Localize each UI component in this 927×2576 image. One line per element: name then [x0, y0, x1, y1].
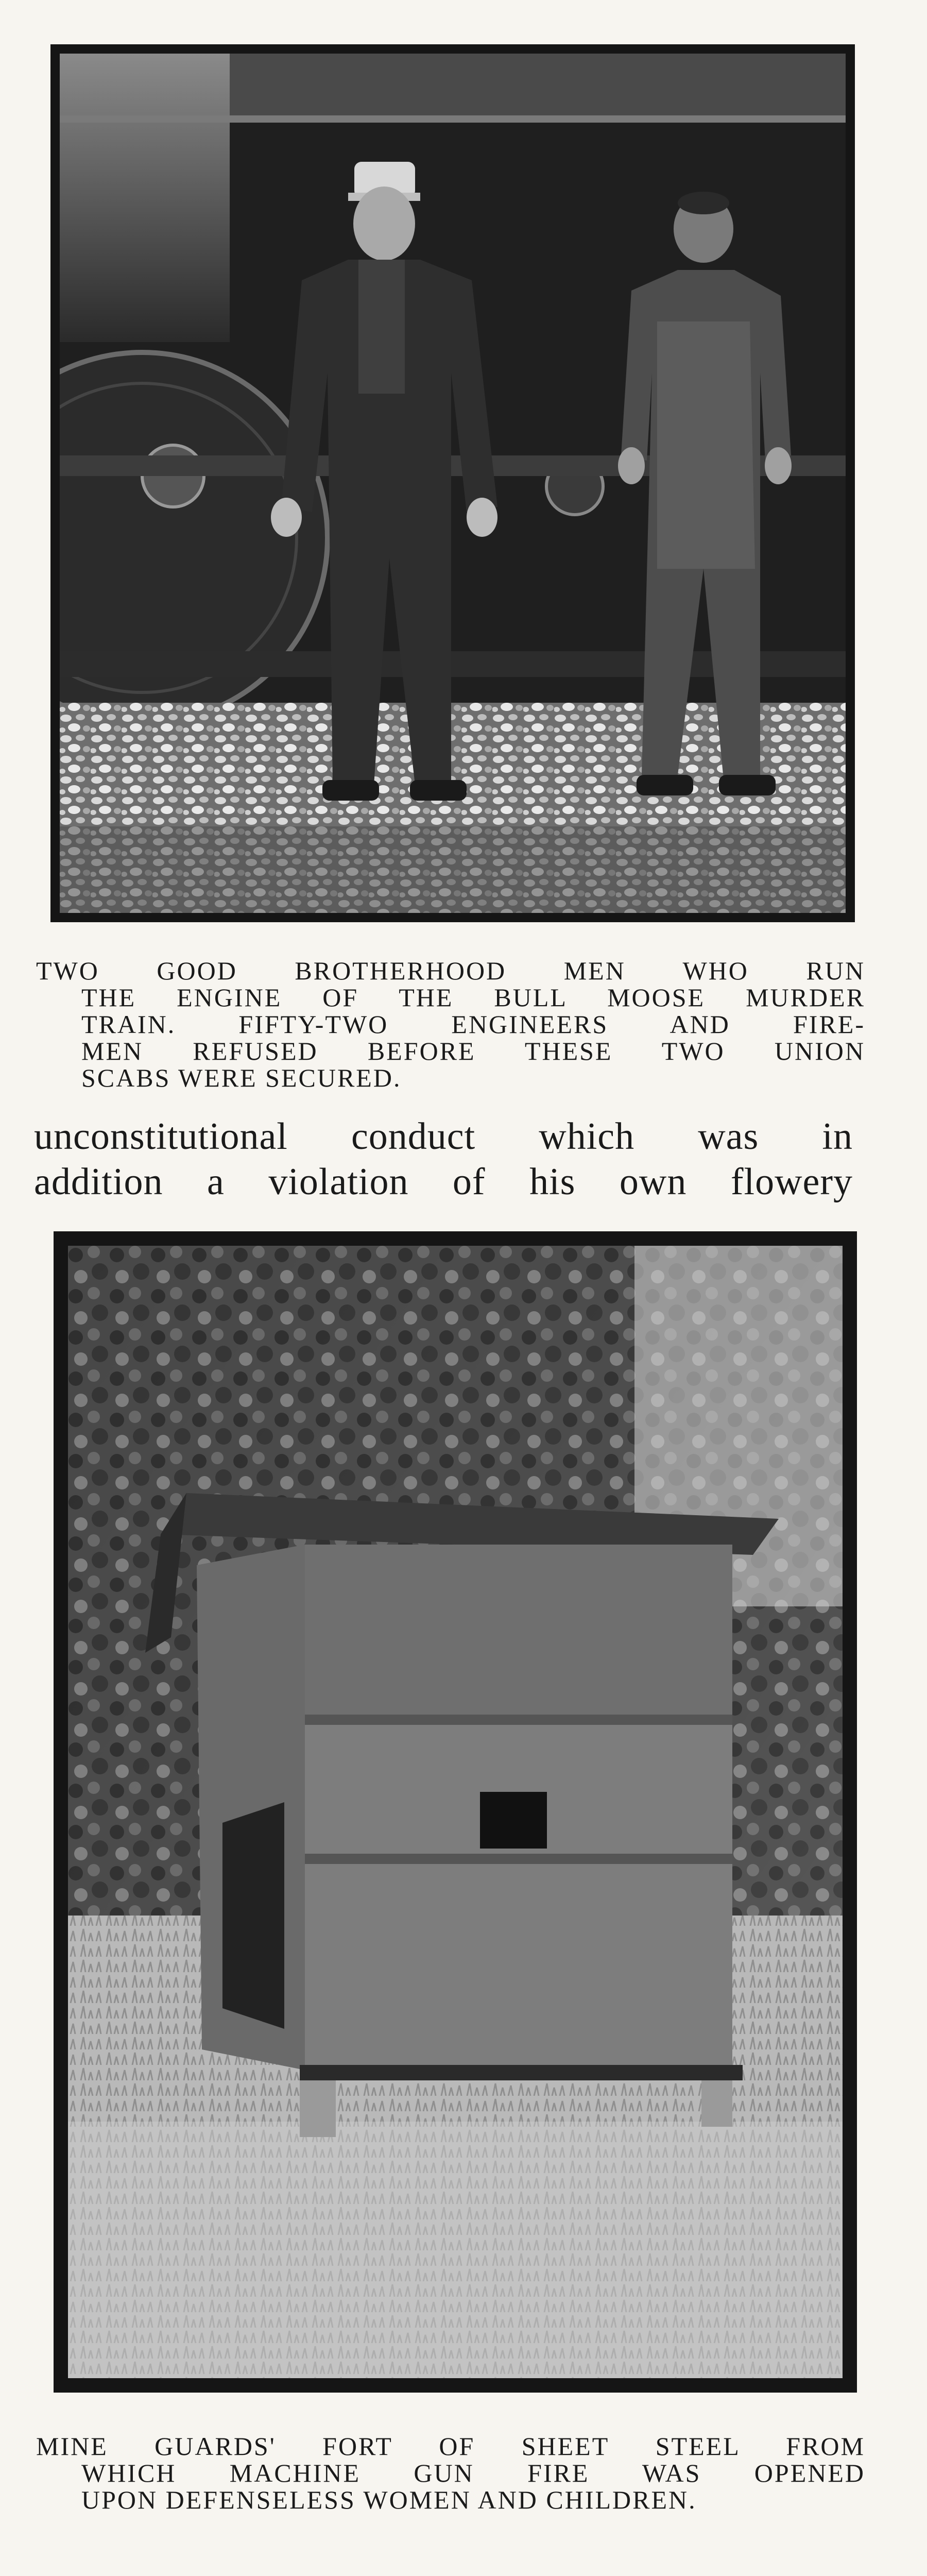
- body-text-line: addition a violation of his own flowery: [34, 1161, 853, 1203]
- caption-line: WHICH MACHINE GUN FIRE WAS OPENED: [81, 2459, 865, 2487]
- photo-steel-fort: [54, 1231, 857, 2393]
- caption-line: MINE GUARDS' FORT OF SHEET STEEL FROM: [36, 2432, 865, 2461]
- photo-two-men: [50, 44, 855, 922]
- caption-line: TRAIN. FIFTY-TWO ENGINEERS AND FIRE-: [81, 1010, 865, 1039]
- fort-photo: [68, 1246, 843, 2378]
- caption-brotherhood-men: [36, 957, 865, 1091]
- caption-steel-fort: [36, 2433, 865, 2513]
- caption-line: MEN REFUSED BEFORE THESE TWO UNION: [81, 1037, 865, 1065]
- caption-line: UPON DEFENSELESS WOMEN AND CHILDREN.: [81, 2485, 697, 2514]
- body-text-fragment: [34, 1114, 853, 1205]
- caption-line: THE ENGINE OF THE BULL MOOSE MURDER: [81, 983, 865, 1012]
- body-text-line: unconstitutional conduct which was in: [34, 1115, 853, 1158]
- locomotive-photo: [60, 54, 846, 913]
- caption-line: TWO GOOD BROTHERHOOD MEN WHO RUN: [36, 956, 865, 985]
- caption-line: SCABS WERE SECURED.: [81, 1063, 402, 1092]
